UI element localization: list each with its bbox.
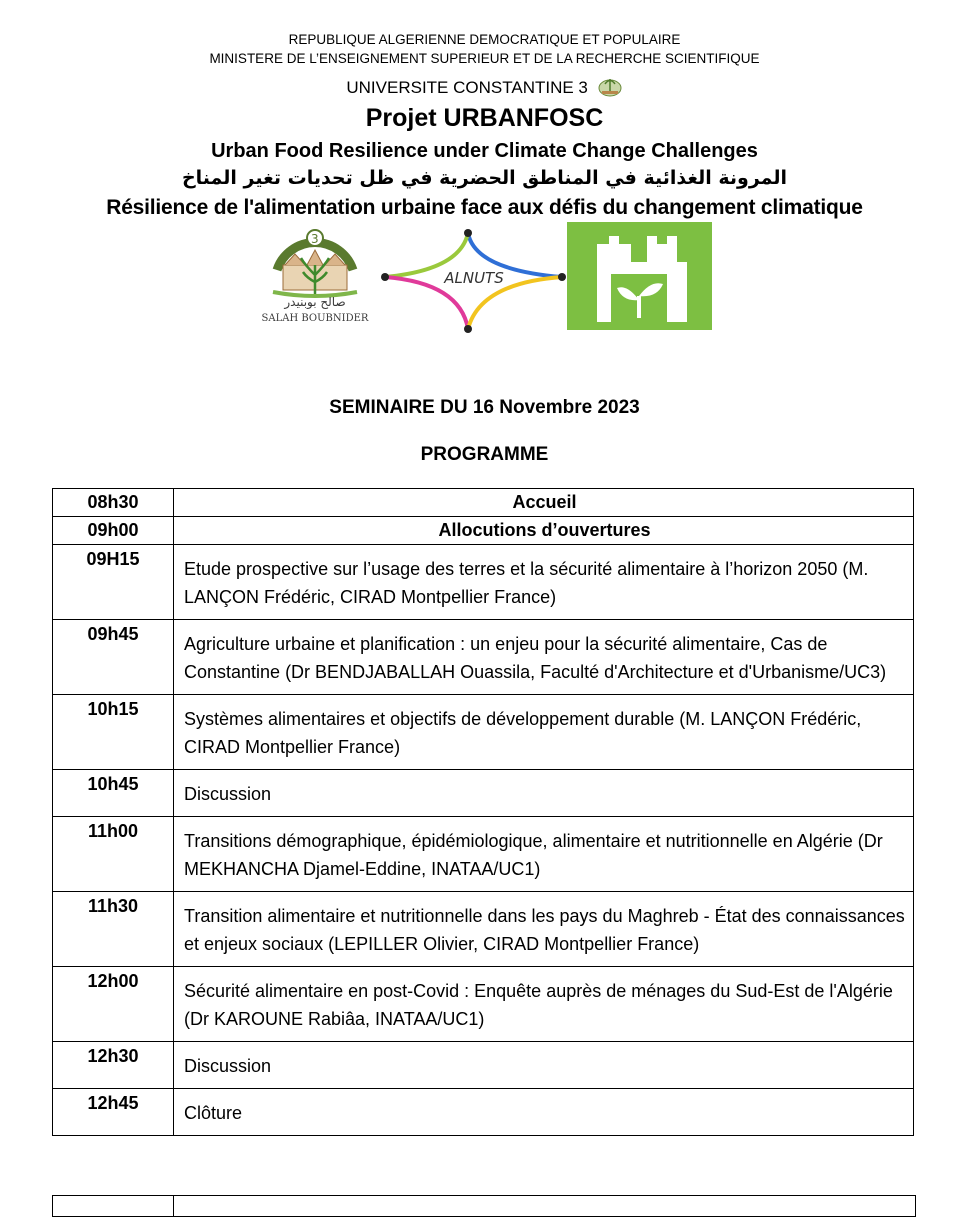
row-time: 09h00 (53, 517, 174, 545)
table-row (53, 1089, 914, 1136)
seminar-title: SEMINAIRE DU 16 Novembre 2023 (329, 397, 640, 418)
next-table-fragment (52, 1195, 916, 1217)
university-salah-boubnider-logo (255, 220, 375, 332)
university-crest-icon (597, 75, 623, 102)
row-time: 08h30 (53, 489, 174, 517)
header-ministry: MINISTERE DE L’ENSEIGNEMENT SUPERIEUR ET DE LA RECHERCHE SCIENTIFIQUE (209, 51, 760, 66)
urbanfosc-city-plant-logo (567, 222, 712, 330)
title-arabic: المرونة الغذائية في المناطق الحضرية في ظل تحديات تغير المناخ (181, 167, 788, 189)
row-description: Sécurité alimentaire en post-Covid : Enquête auprès de ménages du Sud-Est de l'Algérie (Dr KAROUNE Rabiâa, INATAA/UC1) (174, 967, 914, 1042)
row-description: Etude prospective sur l’usage des terres et la sécurité alimentaire à l’horizon 2050 (M. LANÇON Frédéric, CIRAD Montpellier France) (174, 545, 914, 620)
table-row (53, 770, 914, 817)
table-row (53, 1042, 914, 1089)
table-row (53, 517, 914, 545)
row-description: Transition alimentaire et nutritionnelle dans les pays du Maghreb - État des connaissances et enjeux sociaux (LEPILLER Olivier, CIRAD Montpellier France) (174, 892, 914, 967)
row-description: Allocutions d’ouvertures (174, 517, 914, 545)
title-french: Résilience de l'alimentation urbaine face aux défis du changement climatique (106, 196, 863, 219)
university-logo-arabic: صالح بوبنيدر (284, 295, 346, 309)
schedule-table (52, 488, 914, 1136)
table-row (53, 967, 914, 1042)
row-time: 09h45 (53, 620, 174, 695)
row-time: 10h15 (53, 695, 174, 770)
alnuts-text: ALNUTS (444, 269, 504, 287)
university-name: UNIVERSITE CONSTANTINE 3 (346, 78, 588, 97)
row-time: 09H15 (53, 545, 174, 620)
row-time: 11h00 (53, 817, 174, 892)
table-row (53, 545, 914, 620)
project-title: Projet URBANFOSC (365, 104, 604, 132)
row-description: Clôture (174, 1089, 914, 1136)
alnuts-logo (380, 225, 570, 335)
logos-row (0, 220, 969, 335)
table-row (53, 695, 914, 770)
table-row (53, 817, 914, 892)
programme-title: PROGRAMME (420, 444, 549, 465)
row-time: 10h45 (53, 770, 174, 817)
row-time: 12h00 (53, 967, 174, 1042)
table-row (53, 489, 914, 517)
row-description: Accueil (174, 489, 914, 517)
title-english: Urban Food Resilience under Climate Change Challenges (211, 140, 758, 162)
row-description: Agriculture urbaine et planification : un enjeu pour la sécurité alimentaire, Cas de Constantine (Dr BENDJABALLAH Ouassila, Faculté d'Architecture et d'Urbanisme/UC3) (174, 620, 914, 695)
university-logo-caption: SALAH BOUBNIDER (261, 313, 369, 324)
row-description: Transitions démographique, épidémiologique, alimentaire et nutritionnelle en Algérie (Dr MEKHANCHA Djamel-Eddine, INATAA/UC1) (174, 817, 914, 892)
header-university (0, 75, 969, 102)
table-row (53, 620, 914, 695)
row-time: 12h45 (53, 1089, 174, 1136)
svg-text:3: 3 (311, 232, 319, 246)
row-description: Systèmes alimentaires et objectifs de développement durable (M. LANÇON Frédéric, CIRAD Montpellier France) (174, 695, 914, 770)
table-row (53, 892, 914, 967)
row-description: Discussion (174, 770, 914, 817)
row-time: 11h30 (53, 892, 174, 967)
header-republic: REPUBLIQUE ALGERIENNE DEMOCRATIQUE ET POPULAIRE (288, 32, 681, 47)
row-description: Discussion (174, 1042, 914, 1089)
row-time: 12h30 (53, 1042, 174, 1089)
